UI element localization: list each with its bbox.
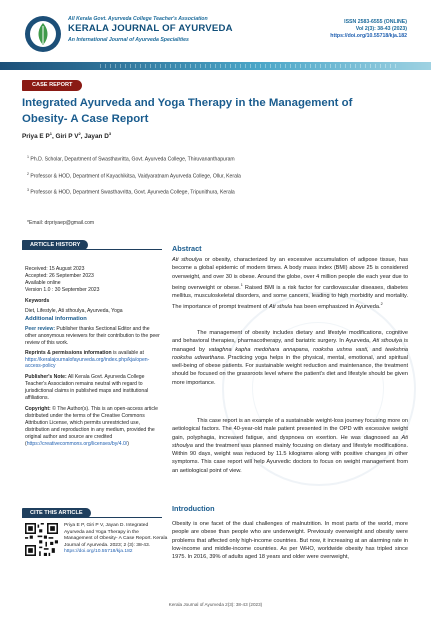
- introduction-heading: Introduction: [172, 504, 215, 513]
- article-type-badge: CASE REPORT: [22, 80, 82, 91]
- keywords-section: [25, 298, 160, 315]
- corresponding-email: *Email: drpriyaep@gmail.com: [27, 220, 95, 226]
- qr-code-icon[interactable]: [25, 523, 58, 556]
- article-history-badge: ARTICLE HISTORY: [22, 240, 88, 250]
- divider: [22, 249, 162, 250]
- affiliation: $^1$ Ph.D. Scholar, Department of Swasthavritta, Govt. Ayurveda College, Thiruvananthapuram: [27, 155, 235, 163]
- header-band-pattern: [100, 64, 400, 68]
- reprints-note: Reprints & permissions information is available at https://keralajournalofayurveda.org/index.php/kja/open-access-policy: [25, 349, 150, 370]
- author-name: Giri P V: [55, 133, 79, 141]
- title-line-1: Integrated Ayurveda and Yoga Therapy in the Management of: [22, 97, 353, 109]
- affiliation: $^2$ Professor & HOD, Department of Kayachikitsa, Vaidyaratnam Ayurveda College, Ollur, Kerala: [27, 172, 241, 180]
- association-name: All Kerala Govt. Ayurveda College Teacher's Association: [68, 16, 208, 22]
- email-link[interactable]: drpriyaep@gmail.com: [43, 220, 95, 226]
- introduction-paragraph: Obesity is one facet of the dual challenges of malnutrition. In most parts of the world, more people are obese than people who are underweight. Previously overweight and obesity were problems that affected only high-income countries. But now, it increasing at an alarming rate in low-income and middle-income countries. As per WHO, worldwide obesity has tripled since 1975. In 2016, 39% of adults aged 18 years and older were overweight,: [172, 521, 408, 561]
- article-title: [22, 96, 412, 127]
- abstract-paragraph-3: This case report is an example of a sustainable weight-loss journey focusing more on aetiological factors. The 40-year-old male patient presented in the OPD with excessive weight gain, polyphagia, increased fatigue, and dyspnoea on exertion. He was diagnosed as Ati sthoulya and the treatment was planned mainly focusing on dietary and lifestyle modifications. Within 90 days, weight was reduced by 11.5 kilograms along with positive changes in other symptoms. This case report will help Ayurvedic doctors to focus on weight management from an aetiological point of view.: [172, 418, 408, 474]
- cite-badge: CITE THIS ARTICLE: [22, 508, 91, 518]
- issn: ISSN 2583-6555 (ONLINE): [344, 19, 407, 25]
- journal-logo-icon: [23, 14, 63, 54]
- author-name: Priya E P: [22, 133, 50, 141]
- article-history: Received: 15 August 2023 Accepted: 26 September 2023 Available online Version 1.0 : 30 September 2023: [25, 266, 100, 293]
- keywords-heading: Keywords: [25, 298, 50, 304]
- peer-review-note: Peer review: Publisher thanks Sectional Editor and the other anonymous reviewers for their contribution to the peer review of this work.: [25, 325, 160, 346]
- copyright-note: Copyright: © The Author(s). This is an open-access article distributed under the terms of the Creative Commons Attribution License, which permits unrestricted use, distribution and reproduction in any medium, provided the original author and source are credited (https://creativecommons.org/licenses/by/4.0/): [25, 405, 158, 447]
- abstract-paragraph-2: The management of obesity includes dietary and lifestyle modifications, cognitive and behavioral therapies, pharmacotherapy, and bariatric surgery. In Ayurveda, Ati sthoulya is managed by vataghna kapha medohara annapana, rooksha ushna vasti, and teekshna rooksha udwarthana. Practicing yoga helps in the physical, mental, emotional, and spiritual well-being of obese patients. For sustainable weight reduction and maintenance, the treatment should be focused on the grassroots level where the patient's diet and lifestyle should be given more importance.: [172, 330, 409, 386]
- citation-doi-link[interactable]: https://doi.org/10.55718/kja.182: [64, 549, 133, 555]
- title-line-2: Obesity- A Case Report: [22, 112, 149, 125]
- abstract-heading: Abstract: [172, 244, 202, 253]
- abstract-paragraph-1: Ati sthoulya or obesity, characterized by an excessive accumulation of adipose tissue, has become a global epidemic of modern times. A body mass index (BMI) above 25 is considered overweight, and over 30 is obese. Around the globe, over 4 million people die each year due to being overweight or obese.$^1$ Raised BMI is a risk factor for cardiovascular diseases, diabetes mellitus, musculoskeletal disorders, and some cancers, leading to high morbidity and mortality. The importance of prompt treatment of Ati sthula has been emphasized in Ayurveda.$^2$: [172, 257, 408, 311]
- keywords-text: Diet, Lifestyle, Ati sthoulya, Ayurveda, Yoga: [25, 307, 123, 314]
- author-list: Priya E $P^1$, Giri P $V^2$, Jayan $D^3$: [22, 131, 112, 141]
- additional-info-heading: Additional information: [25, 316, 87, 322]
- journal-tagline: An International Journal of Ayurveda Specialities: [68, 37, 189, 43]
- page-footer: Kerala Journal of Ayurveda 2(3): 38-43 (2023): [168, 602, 263, 607]
- divider: [22, 517, 162, 518]
- journal-name: KERALA JOURNAL OF AYURVEDA: [68, 23, 233, 34]
- reprints-link[interactable]: https://keralajournalofayurveda.org/index.php/kja/open-access-policy: [25, 356, 150, 370]
- affiliation: $^3$ Professor & HOD, Department Swasthavritta, Govt. Ayurveda College, Tripunithura, Kerala: [27, 188, 235, 196]
- volume: Vol 2(3): 38-43 (2023): [355, 26, 407, 32]
- license-link[interactable]: https://creativecommons.org/licenses/by/4.0/: [26, 440, 128, 447]
- issue-info: [330, 19, 407, 40]
- additional-info: [25, 316, 160, 447]
- author-name: Jayan D: [84, 133, 109, 141]
- doi-link[interactable]: https://doi.org/10.55718/kja.182: [330, 33, 407, 39]
- publisher-note: Publisher's Note: All Kerala Govt. Ayurveda College Teacher's Association remains neutral with regard to jurisdictional claims in published maps and institutional affiliations.: [25, 374, 149, 402]
- citation-text: Priya E P, Giri P V, Jayan D. Integrated Ayurveda and Yoga Therapy in the Management of Obesity- A Case Report. Kerala Journal of Ayurveda. 2023; 2 (3): 38-43. https://doi.org/10.55718/kja.182: [64, 523, 168, 555]
